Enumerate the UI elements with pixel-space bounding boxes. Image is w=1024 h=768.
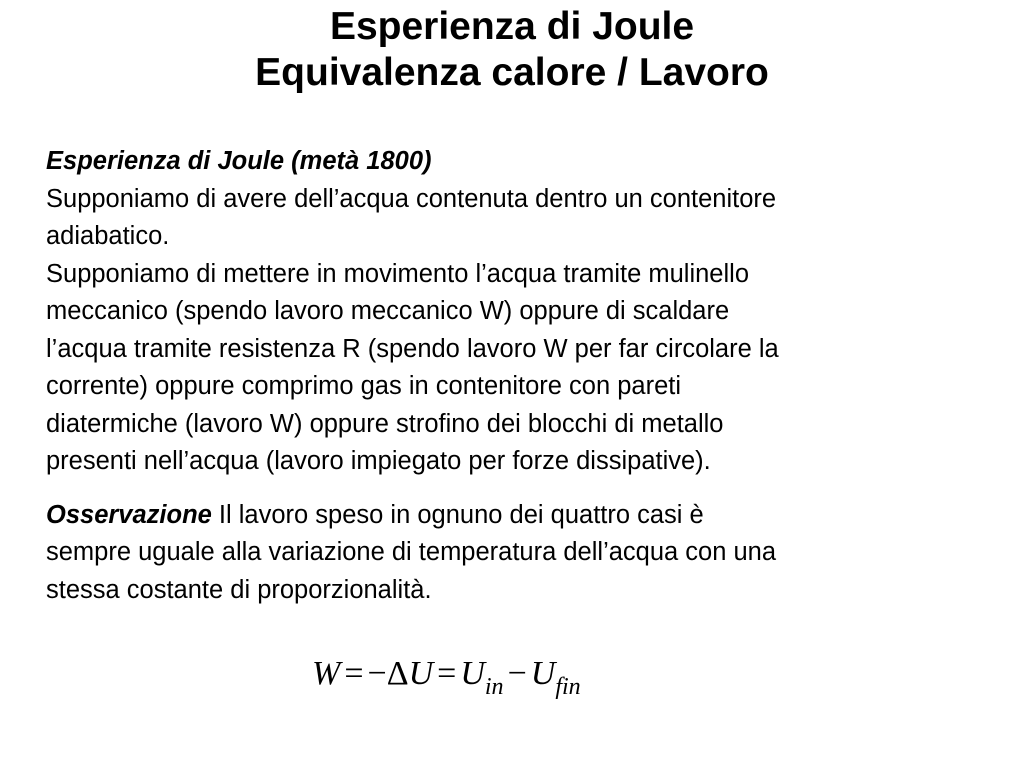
- formula-energy-final: U: [530, 655, 556, 692]
- formula-energy-symbol: U: [408, 655, 434, 692]
- paragraph-line: Supponiamo di avere dell’acqua contenuta dentro un contenitore: [46, 184, 777, 213]
- title-line-2: Equivalenza calore / Lavoro: [255, 51, 769, 94]
- section-heading-joule: Esperienza di Joule (metà 1800): [46, 147, 432, 175]
- formula-subscript-in: in: [484, 674, 504, 700]
- paragraph-line: l’acqua tramite resistenza R (spendo lavoro W per far circolare la: [46, 334, 779, 363]
- paragraph-line: Supponiamo di mettere in movimento l’acqua tramite mulinello: [46, 259, 750, 288]
- paragraph-line: diatermiche (lavoro W) oppure strofino dei blocchi di metallo: [46, 409, 724, 438]
- slide-title: [0, 4, 1024, 96]
- observation-line-3: stessa costante di proporzionalità.: [46, 575, 432, 604]
- formula-equals: =: [437, 655, 457, 692]
- paragraph-gap: [46, 481, 1006, 497]
- paragraph-line: adiabatico.: [46, 222, 170, 250]
- formula-minus: −: [367, 655, 387, 692]
- formula-subscript-fin: fin: [555, 674, 581, 700]
- paragraph-line: corrente) oppure comprimo gas in contenitore con pareti: [46, 372, 681, 400]
- slide-content: [46, 143, 1006, 609]
- paragraph-line: meccanico (spendo lavoro meccanico W) oppure di scaldare: [46, 297, 730, 325]
- title-line-1: Esperienza di Joule: [329, 5, 695, 48]
- formula-energy-initial: U: [460, 655, 485, 692]
- formula-equals: =: [344, 655, 364, 692]
- observation-line-2: sempre uguale alla variazione di temperatura dell’acqua con una: [46, 538, 777, 566]
- formula-minus: −: [507, 655, 527, 692]
- observation-heading: Osservazione: [46, 500, 212, 529]
- formula-work-symbol: W: [312, 655, 341, 692]
- observation-line-1: [46, 497, 1006, 535]
- paragraph-line: presenti nell’acqua (lavoro impiegato per forze dissipative).: [46, 447, 711, 475]
- formula-delta: Δ: [386, 655, 409, 692]
- observation-text: Il lavoro speso in ognuno dei quattro casi è: [211, 500, 704, 529]
- energy-equation: [312, 650, 581, 701]
